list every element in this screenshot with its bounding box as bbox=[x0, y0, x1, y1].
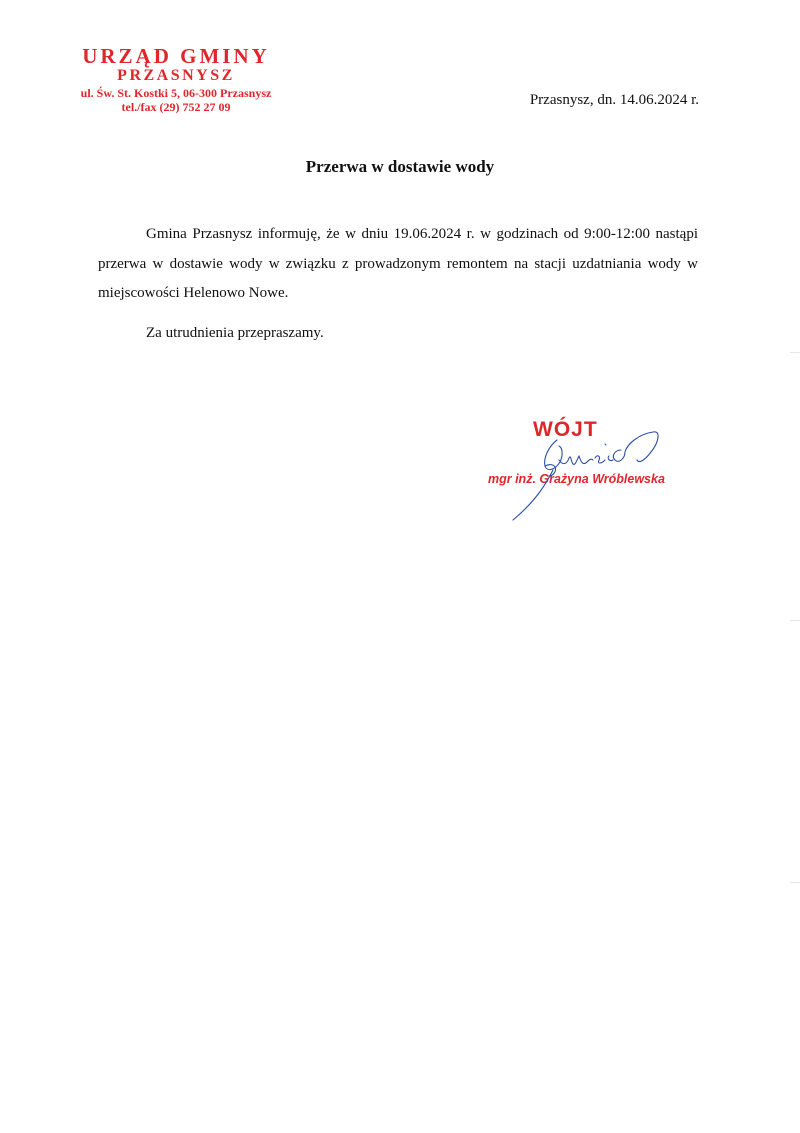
date-line: Przasnysz, dn. 14.06.2024 r. bbox=[529, 92, 699, 108]
scan-artifact bbox=[790, 882, 800, 883]
scan-artifact bbox=[790, 352, 800, 353]
body-paragraph-announcement: Gmina Przasnysz informuję, że w dniu 19.06.2024 r. w godzinach od 9:00-12:00 nastąpi przerwa w dostawie wody w związku z prowadzonym remontem na stacji uzdatniania wody w miejscowości Helenowo Nowe. bbox=[98, 226, 698, 301]
letterhead-phone: tel./fax (29) 752 27 09 bbox=[121, 100, 231, 114]
handwritten-signature bbox=[505, 420, 675, 525]
letterhead-town: PRZASNYSZ bbox=[117, 67, 235, 84]
signature-name: mgr inż. Grażyna Wróblewska bbox=[488, 472, 665, 486]
document-title: Przerwa w dostawie wody bbox=[305, 157, 495, 176]
body-paragraph-apology: Za utrudnienia przepraszamy. bbox=[146, 324, 324, 341]
letterhead-office-name: URZĄD GMINY bbox=[82, 44, 270, 68]
letterhead-stamp bbox=[66, 46, 286, 113]
document-body bbox=[98, 220, 698, 348]
scan-artifact bbox=[790, 620, 800, 621]
signature-position: WÓJT bbox=[533, 418, 598, 441]
letterhead-address: ul. Św. St. Kostki 5, 06-300 Przasnysz bbox=[80, 86, 272, 100]
